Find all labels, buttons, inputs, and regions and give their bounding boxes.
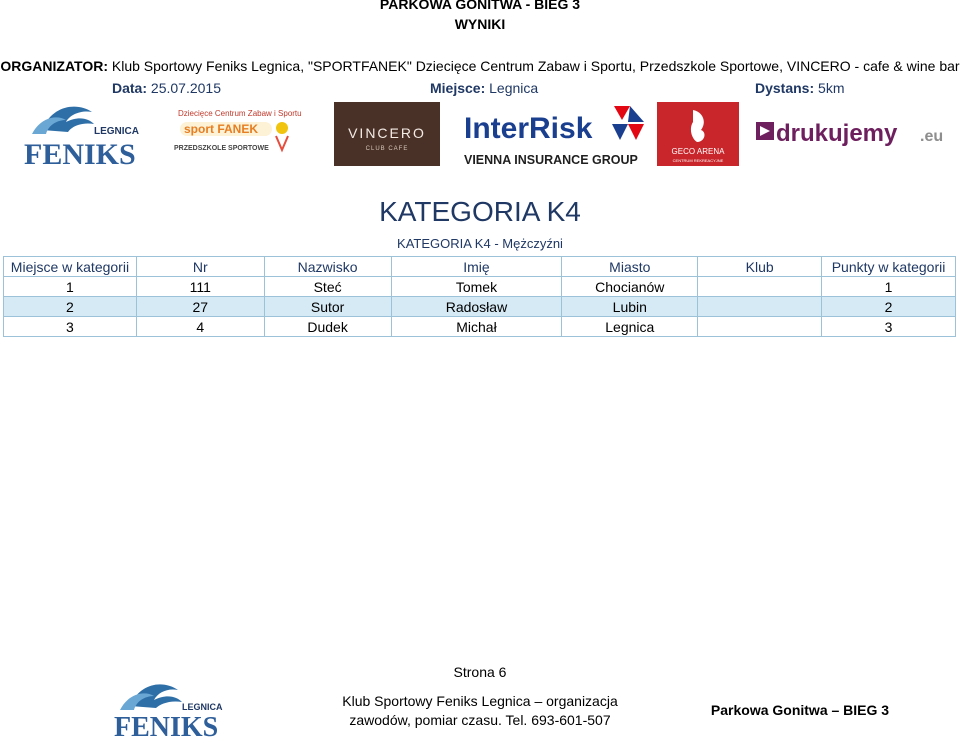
document-title: PARKOWA GONITWA - BIEG 3: [379, 0, 581, 12]
svg-text:VINCERO: VINCERO: [348, 125, 426, 141]
cell-surname: Sutor: [264, 297, 391, 317]
results-table: [3, 256, 956, 337]
header-city: Miasto: [562, 257, 698, 277]
header-surname: Nazwisko: [264, 257, 391, 277]
svg-text:CENTRUM REKREACYJNE: CENTRUM REKREACYJNE: [672, 158, 724, 163]
footer-event-name: Parkowa Gonitwa – BIEG 3: [710, 702, 890, 718]
footer-feniks-logo: [112, 678, 223, 743]
date-line: [112, 80, 221, 96]
cell-points: 2: [822, 297, 956, 317]
table-row: [4, 277, 956, 297]
svg-text:sport FANEK: sport FANEK: [184, 122, 259, 136]
header-points: Punkty w kategorii: [822, 257, 956, 277]
organizer-label: ORGANIZATOR:: [0, 58, 108, 74]
interrisk-logo: [462, 100, 646, 168]
cell-points: 3: [822, 317, 956, 337]
cell-number: 27: [136, 297, 264, 317]
document-subtitle: WYNIKI: [454, 16, 506, 32]
category-title: KATEGORIA K4: [379, 196, 581, 227]
cell-city: Chocianów: [562, 277, 698, 297]
footer-line-1: Klub Sportowy Feniks Legnica – organizacja: [342, 693, 618, 709]
cell-club: [698, 297, 822, 317]
svg-text:InterRisk: InterRisk: [464, 112, 593, 145]
cell-place: 1: [4, 277, 137, 297]
svg-text:.eu: .eu: [920, 128, 944, 145]
cell-place: 2: [4, 297, 137, 317]
geco-arena-logo: [657, 102, 739, 166]
svg-text:Dziecięce Centrum Zabaw i Spor: Dziecięce Centrum Zabaw i Sportu: [178, 109, 302, 118]
vincero-logo: [334, 102, 440, 166]
header-club: Klub: [698, 257, 822, 277]
svg-text:drukujemy: drukujemy: [776, 120, 898, 147]
place-line: [430, 80, 538, 96]
table-header-row: [4, 257, 956, 277]
svg-text:FENIKS: FENIKS: [114, 712, 219, 743]
cell-club: [698, 277, 822, 297]
date-value: 25.07.2015: [150, 80, 221, 96]
cell-first-name: Radosław: [391, 297, 562, 317]
page-number: Strona 6: [453, 664, 507, 680]
svg-text:FENIKS: FENIKS: [24, 138, 136, 171]
distance-value: 5km: [818, 80, 845, 96]
sportfanek-logo: [164, 104, 304, 160]
distance-label: Dystans:: [755, 80, 815, 96]
footer-organizer: [330, 692, 630, 730]
svg-text:CLUB CAFE: CLUB CAFE: [365, 146, 409, 152]
header-first-name: Imię: [391, 257, 562, 277]
cell-city: Legnica: [562, 317, 698, 337]
cell-surname: Steć: [264, 277, 391, 297]
cell-club: [698, 317, 822, 337]
footer-line-2: zawodów, pomiar czasu. Tel. 693-601-507: [349, 712, 611, 728]
organizer-line: [0, 58, 960, 74]
place-value: Legnica: [489, 80, 539, 96]
place-label: Miejsce:: [430, 80, 486, 96]
cell-number: 4: [136, 317, 264, 337]
cell-city: Lubin: [562, 297, 698, 317]
feniks-logo: [22, 100, 139, 171]
cell-points: 1: [822, 277, 956, 297]
table-row: [4, 317, 956, 337]
svg-text:LEGNICA: LEGNICA: [94, 126, 139, 137]
cell-surname: Dudek: [264, 317, 391, 337]
date-label: Data:: [112, 80, 148, 96]
svg-text:GECO ARENA: GECO ARENA: [671, 147, 725, 156]
distance-line: [755, 80, 844, 96]
header-place: Miejsce w kategorii: [4, 257, 137, 277]
svg-text:VIENNA INSURANCE GROUP: VIENNA INSURANCE GROUP: [464, 153, 638, 167]
cell-first-name: Tomek: [391, 277, 562, 297]
table-row: [4, 297, 956, 317]
category-subtitle: KATEGORIA K4 - Mężczyźni: [397, 236, 563, 251]
svg-text:PRZEDSZKOLE SPORTOWE: PRZEDSZKOLE SPORTOWE: [174, 145, 269, 152]
svg-text:LEGNICA: LEGNICA: [182, 702, 223, 712]
cell-first-name: Michał: [391, 317, 562, 337]
cell-place: 3: [4, 317, 137, 337]
header-number: Nr: [136, 257, 264, 277]
organizer-text: Klub Sportowy Feniks Legnica, "SPORTFANEK" Dziecięce Centrum Zabaw i Sportu, Przedszkole Sportowe, VINCERO - cafe & wine bar: [111, 58, 960, 74]
drukujemy-logo: [754, 112, 950, 152]
cell-number: 111: [136, 277, 264, 297]
